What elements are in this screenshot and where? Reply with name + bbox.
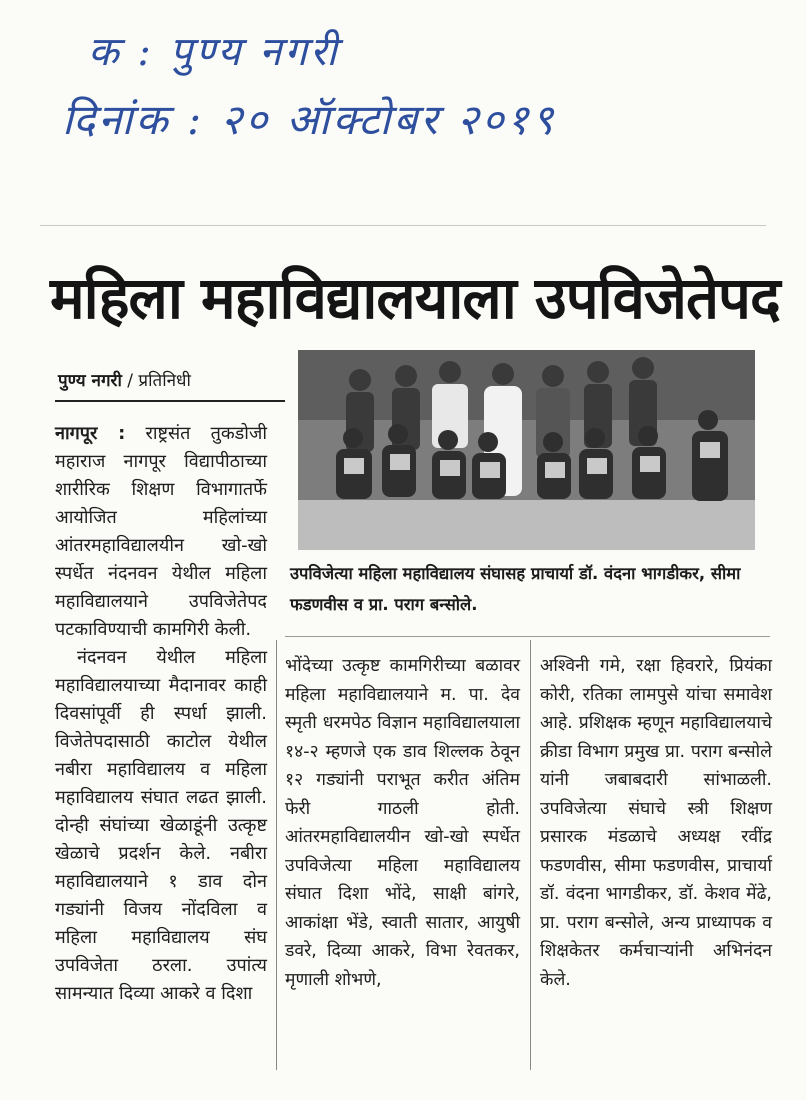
handwritten-date-note: दिनांक : २० ऑक्टोबर २०१९: [62, 95, 557, 144]
byline-role: प्रतिनिधी: [138, 371, 191, 391]
handwritten-source-note: क : पुण्य नगरी: [88, 29, 340, 75]
photo-caption: उपविजेत्या महिला महाविद्यालय संघासह प्राचार्या डॉ. वंदना भागडीकर, सीमा फडणवीस व प्रा. पराग बन्सोले.: [290, 564, 741, 614]
column-divider-horizontal: [285, 636, 770, 637]
byline-separator: /: [121, 371, 139, 391]
article-column-1: [55, 420, 267, 1008]
article-column-2: [285, 652, 520, 994]
column-divider-2: [530, 640, 531, 1070]
byline-source: पुण्य नगरी: [58, 371, 122, 391]
team-photo: [298, 350, 755, 550]
article-headline: महिला महाविद्यालयाला उपविजेतेपद: [50, 264, 780, 332]
article-paragraph-2: नंदनवन येथील महिला महाविद्यालयाच्या मैदानावर काही दिवसांपूर्वी ही स्पर्धा झाली. विजेतेपदासाठी काटोल येथील नबीरा महाविद्यालय व महिला महाविद्यालय संघात लढत झाली. दोन्ही संघांच्या खेळाडूंनी उत्कृष्ट खेळाचे प्रदर्शन केले. नबीरा महाविद्यालयाने १ डाव दोन गड्यांनी विजय नोंदविला व महिला महाविद्यालय संघ उपविजेता ठरला. उपांत्य सामन्यात दिव्या आकरे व दिशा: [55, 647, 267, 1004]
article-paragraph-3: भोंदेच्या उत्कृष्ट कामगिरीच्या बळावर महिला महाविद्यालयाने म. पा. देव स्मृती धरमपेठ विज्ञान महाविद्यालयाला १४-२ म्हणजे एक डाव शिल्लक ठेवून १२ गड्यांनी पराभूत करीत अंतिम फेरी गाठली होती. आंतरमहाविद्यालयीन खो-खो स्पर्धेत उपविजेत्या महिला महाविद्यालय संघात दिशा भोंदे, साक्षी बांगरे, आकांक्षा भेंडे, स्वाती सातार, आयुषी डवरे, दिव्या आकरे, विभा रेवतकर, मृणाली शोभणे,: [285, 656, 520, 990]
article-paragraph-4: अश्विनी गमे, रक्षा हिवरारे, प्रियंका कोरी, रतिका लामपुसे यांचा समावेश आहे. प्रशिक्षक म्हणून महाविद्यालयाचे क्रीडा विभाग प्रमुख प्रा. पराग बन्सोले यांनी जबाबदारी सांभाळली. उपविजेत्या संघाचे स्त्री शिक्षण प्रसारक मंडळाचे अध्यक्ष रवींद्र फडणवीस, सीमा फडणवीस, प्राचार्या डॉ. वंदना भागडीकर, डॉ. केशव मेंढे, प्रा. पराग बन्सोले, अन्य प्राध्यापक व शिक्षकेतर कर्मचाऱ्यांनी अभिनंदन केले.: [540, 656, 772, 990]
column-divider-1: [276, 640, 277, 1070]
byline-underline: [55, 400, 285, 402]
team-photo-illustration: [298, 350, 755, 550]
article-lead-paragraph: [55, 420, 267, 644]
dateline: नागपूर :: [55, 423, 126, 444]
lead-text: राष्ट्रसंत तुकडोजी महाराज नागपूर विद्यापीठाच्या शारीरिक शिक्षण विभागातर्फे आयोजित महिलांच्या आंतरमहाविद्यालयीन खो-खो स्पर्धेत नंदनवन येथील महिला महाविद्यालयाने उपविजेतेपद पटकाविण्याची कामगिरी केली.: [55, 423, 267, 640]
byline: [58, 368, 191, 391]
article-column-3: [540, 652, 772, 994]
clipping-top-edge: [40, 225, 766, 226]
